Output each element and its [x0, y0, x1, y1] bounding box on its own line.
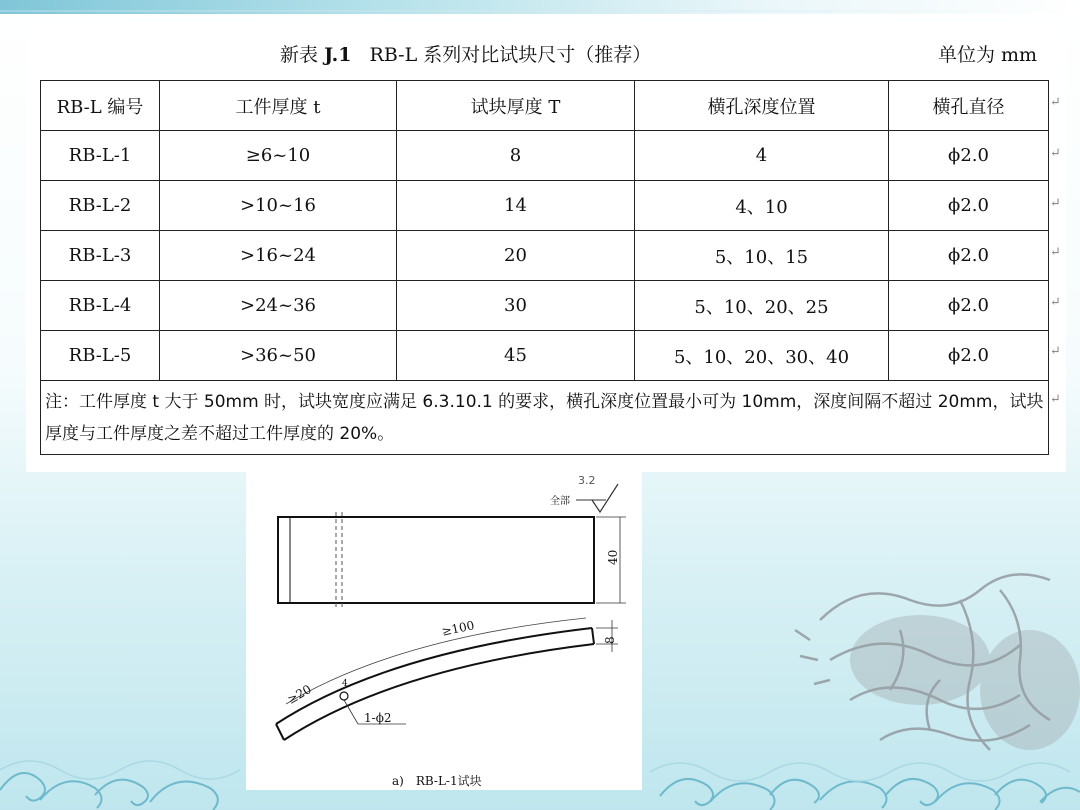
- dim-height: 40: [606, 549, 620, 565]
- hole-circle-icon: [340, 692, 348, 700]
- header-cell: 工件厚度 t: [160, 81, 397, 131]
- table-cell: 5、10、20、25: [635, 281, 889, 331]
- return-mark-icon: ↵: [1050, 392, 1061, 407]
- table-cell: ϕ2.0: [889, 331, 1049, 381]
- table-row: [41, 281, 1049, 331]
- hole-depth: 4: [342, 679, 348, 689]
- header-cell: 横孔深度位置: [635, 81, 889, 131]
- roughness-label: 全部: [550, 496, 570, 507]
- block-curve-inner: [284, 644, 594, 740]
- spec-table: [40, 80, 1049, 455]
- table-cell: 5、10、20、30、40: [635, 331, 889, 381]
- block-top-view: [278, 517, 594, 603]
- table-cell: RB-L-2: [41, 181, 160, 231]
- table-cell: >36~50: [160, 331, 397, 381]
- table-caption-number: J.1: [324, 44, 352, 66]
- table-caption-prefix: 新表: [280, 44, 319, 66]
- dim-end: ≥20: [284, 682, 314, 707]
- roughness-symbol-icon: [592, 484, 618, 512]
- test-block-drawing: [246, 472, 642, 790]
- table-cell: 14: [397, 181, 635, 231]
- table-cell: ≥6~10: [160, 131, 397, 181]
- header-cell: 横孔直径: [889, 81, 1049, 131]
- table-cell: ϕ2.0: [889, 181, 1049, 231]
- roughness-value: 3.2: [578, 474, 596, 487]
- hole-label: 1-ϕ2: [364, 711, 392, 725]
- table-cell: 45: [397, 331, 635, 381]
- table-cell: ϕ2.0: [889, 131, 1049, 181]
- table-header-row: [41, 81, 1049, 131]
- drawing-svg: [246, 472, 642, 790]
- return-mark-icon: ↵: [1050, 95, 1061, 110]
- table-cell: 4、10: [635, 181, 889, 231]
- table-cell: RB-L-5: [41, 331, 160, 381]
- table-row: [41, 131, 1049, 181]
- block-curve-outer: [276, 628, 592, 724]
- return-mark-icon: ↵: [1050, 146, 1061, 161]
- header-cell: 试块厚度 T: [397, 81, 635, 131]
- table-caption-title: RB-L 系列对比试块尺寸（推荐）: [369, 44, 652, 66]
- table-cell: 20: [397, 231, 635, 281]
- figure-caption: a) RB-L-1试块: [392, 774, 482, 788]
- table-cell: RB-L-4: [41, 281, 160, 331]
- unit-note: 单位为 mm: [938, 44, 1038, 66]
- table-row: [41, 181, 1049, 231]
- table-cell: ϕ2.0: [889, 281, 1049, 331]
- table-cell: 5、10、15: [635, 231, 889, 281]
- return-mark-icon: ↵: [1050, 344, 1061, 359]
- table-caption: [280, 40, 651, 67]
- table-cell: 30: [397, 281, 635, 331]
- table-row: [41, 231, 1049, 281]
- table-cell: >16~24: [160, 231, 397, 281]
- table-cell: RB-L-1: [41, 131, 160, 181]
- return-mark-icon: ↵: [1050, 245, 1061, 260]
- dim-length: ≥100: [440, 618, 476, 639]
- table-cell: >10~16: [160, 181, 397, 231]
- table-cell: 4: [635, 131, 889, 181]
- return-mark-icon: ↵: [1050, 295, 1061, 310]
- table-note-row: [41, 381, 1049, 455]
- table-cell: 8: [397, 131, 635, 181]
- table-cell: RB-L-3: [41, 231, 160, 281]
- dim-thickness: 8: [603, 636, 617, 644]
- table-row: [41, 331, 1049, 381]
- table-cell: >24~36: [160, 281, 397, 331]
- table-note: 注：工件厚度 t 大于 50mm 时，试块宽度应满足 6.3.10.1 的要求，横孔深度位置最小可为 10mm，深度间隔不超过 20mm，试块厚度与工件厚度之差不超过工件厚度的 20%。: [41, 381, 1049, 455]
- table-cell: ϕ2.0: [889, 231, 1049, 281]
- header-cell: RB-L 编号: [41, 81, 160, 131]
- return-mark-icon: ↵: [1050, 196, 1061, 211]
